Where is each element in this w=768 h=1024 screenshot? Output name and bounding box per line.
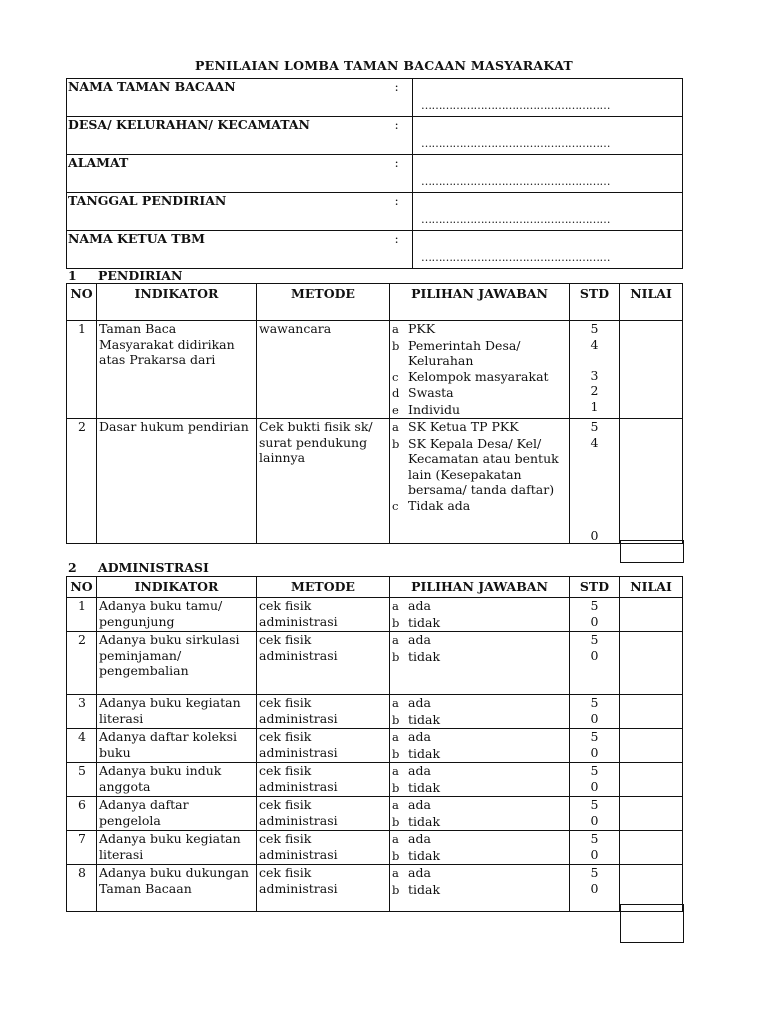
answer-option bbox=[392, 729, 567, 746]
score-input-cell[interactable] bbox=[620, 598, 683, 632]
option-letter: a bbox=[392, 866, 399, 880]
standard-score: 5 bbox=[590, 729, 599, 744]
identity-value-field[interactable]: ……………………………………………… bbox=[413, 117, 683, 155]
identity-row bbox=[67, 117, 683, 155]
standard-scores bbox=[570, 321, 620, 419]
section-2-table bbox=[66, 576, 683, 912]
method-text: Cek bukti fisik sk/ surat pendukung lainnya bbox=[257, 419, 390, 544]
standard-score: 4 bbox=[590, 434, 599, 450]
method-text: cek fisik administrasi bbox=[257, 632, 390, 695]
indicator-row bbox=[67, 419, 683, 544]
identity-label: NAMA TAMAN BACAAN bbox=[67, 79, 393, 117]
option-letter: b bbox=[392, 848, 400, 863]
answer-option bbox=[392, 831, 567, 848]
option-letter: b bbox=[392, 882, 400, 897]
option-letter: b bbox=[392, 780, 400, 795]
header-nilai: NILAI bbox=[620, 577, 683, 598]
option-letter: c bbox=[392, 498, 399, 513]
method-text: cek fisik administrasi bbox=[257, 763, 390, 797]
standard-score: 2 bbox=[590, 383, 599, 398]
standard-score: 5 bbox=[590, 797, 599, 812]
answer-option bbox=[392, 321, 567, 338]
standard-scores bbox=[570, 632, 620, 695]
indicator-row bbox=[67, 598, 683, 632]
option-text: Pemerintah Desa/ Kelurahan bbox=[408, 337, 521, 368]
answer-option bbox=[392, 632, 567, 649]
indicator-row bbox=[67, 831, 683, 865]
indicator-text: Adanya buku kegiatan literasi bbox=[97, 831, 257, 865]
option-letter: b bbox=[392, 649, 400, 664]
indicator-text: Adanya daftar koleksi buku bbox=[97, 729, 257, 763]
answer-options bbox=[390, 632, 570, 695]
answer-option bbox=[392, 763, 567, 780]
answer-options bbox=[390, 598, 570, 632]
indicator-row bbox=[67, 632, 683, 695]
header-std: STD bbox=[570, 284, 620, 321]
method-text: cek fisik administrasi bbox=[257, 865, 390, 912]
section-2-heading bbox=[68, 560, 209, 575]
option-letter: a bbox=[392, 832, 399, 846]
option-letter: a bbox=[392, 798, 399, 812]
header-indikator: INDIKATOR bbox=[97, 284, 257, 321]
standard-score bbox=[572, 512, 617, 528]
answer-options bbox=[390, 797, 570, 831]
score-input-cell[interactable] bbox=[620, 729, 683, 763]
indicator-row bbox=[67, 321, 683, 419]
option-text: tidak bbox=[408, 813, 441, 829]
identity-table bbox=[66, 78, 683, 269]
row-number: 1 bbox=[67, 598, 97, 632]
standard-score: 0 bbox=[590, 710, 599, 726]
standard-score: 0 bbox=[590, 880, 599, 896]
option-letter: a bbox=[392, 599, 399, 613]
standard-scores bbox=[570, 797, 620, 831]
score-input-cell[interactable] bbox=[620, 797, 683, 831]
option-text: ada bbox=[408, 729, 431, 744]
method-text: cek fisik administrasi bbox=[257, 598, 390, 632]
standard-score: 4 bbox=[590, 336, 599, 352]
standard-score bbox=[572, 481, 617, 497]
score-input-cell[interactable] bbox=[620, 695, 683, 729]
header-metode: METODE bbox=[257, 577, 390, 598]
indicator-text: Adanya buku sirkulasi peminjaman/ pengembalian bbox=[97, 632, 257, 695]
option-text: ada bbox=[408, 695, 431, 710]
identity-value-field[interactable]: ……………………………………………… bbox=[413, 79, 683, 117]
option-text: ada bbox=[408, 598, 431, 613]
identity-label: DESA/ KELURAHAN/ KECAMATAN bbox=[67, 117, 393, 155]
standard-score: 5 bbox=[590, 763, 599, 778]
answer-option bbox=[392, 338, 567, 369]
header-std: STD bbox=[570, 577, 620, 598]
indicator-text: Adanya buku tamu/ pengunjung bbox=[97, 598, 257, 632]
option-text: tidak bbox=[408, 745, 441, 761]
standard-scores bbox=[570, 695, 620, 729]
row-number: 1 bbox=[67, 321, 97, 419]
option-text: Individu bbox=[408, 401, 461, 417]
standard-score: 5 bbox=[590, 831, 599, 846]
answer-option bbox=[392, 814, 567, 831]
identity-row bbox=[67, 231, 683, 269]
row-number: 4 bbox=[67, 729, 97, 763]
option-text: tidak bbox=[408, 779, 441, 795]
standard-scores bbox=[570, 831, 620, 865]
row-number: 3 bbox=[67, 695, 97, 729]
score-input-cell[interactable] bbox=[620, 632, 683, 695]
identity-colon: : bbox=[393, 117, 413, 155]
answer-option bbox=[392, 848, 567, 865]
indicator-text: Adanya daftar pengelola bbox=[97, 797, 257, 831]
standard-score: 5 bbox=[590, 419, 599, 434]
option-text: SK Kepala Desa/ Kel/ Kecamatan atau bentuk lain (Kesepakatan bersama/ tanda daftar) bbox=[408, 435, 559, 497]
answer-option bbox=[392, 746, 567, 763]
score-input-cell[interactable] bbox=[620, 419, 683, 544]
indicator-row bbox=[67, 695, 683, 729]
answer-options bbox=[390, 831, 570, 865]
answer-option bbox=[392, 498, 567, 515]
option-text: tidak bbox=[408, 614, 441, 630]
standard-score bbox=[572, 450, 617, 466]
row-number: 7 bbox=[67, 831, 97, 865]
option-text: PKK bbox=[408, 321, 436, 336]
identity-value-field[interactable]: ……………………………………………… bbox=[413, 231, 683, 269]
option-text: ada bbox=[408, 865, 431, 880]
option-text: ada bbox=[408, 797, 431, 812]
header-nilai: NILAI bbox=[620, 284, 683, 321]
standard-score: 0 bbox=[590, 647, 599, 663]
option-letter: b bbox=[392, 436, 400, 451]
identity-value-field[interactable]: ……………………………………………… bbox=[413, 155, 683, 193]
method-text: cek fisik administrasi bbox=[257, 729, 390, 763]
header-metode: METODE bbox=[257, 284, 390, 321]
section-1-table bbox=[66, 283, 683, 544]
standard-scores bbox=[570, 865, 620, 912]
option-text: Swasta bbox=[408, 385, 454, 400]
answer-options bbox=[390, 865, 570, 912]
option-letter: b bbox=[392, 712, 400, 727]
option-letter: a bbox=[392, 420, 399, 434]
standard-score: 1 bbox=[590, 398, 599, 414]
standard-score: 5 bbox=[590, 695, 599, 710]
answer-option bbox=[392, 615, 567, 632]
standard-score: 0 bbox=[590, 778, 599, 794]
standard-scores bbox=[570, 598, 620, 632]
identity-colon: : bbox=[393, 231, 413, 269]
standard-scores bbox=[570, 763, 620, 797]
identity-label: NAMA KETUA TBM bbox=[67, 231, 393, 269]
answer-option bbox=[392, 797, 567, 814]
option-text: ada bbox=[408, 632, 431, 647]
option-letter: b bbox=[392, 814, 400, 829]
indicator-text: Adanya buku kegiatan literasi bbox=[97, 695, 257, 729]
option-letter: a bbox=[392, 764, 399, 778]
header-pilihan: PILIHAN JAWABAN bbox=[390, 577, 570, 598]
row-number: 5 bbox=[67, 763, 97, 797]
score-input-cell[interactable] bbox=[620, 763, 683, 797]
identity-row bbox=[67, 155, 683, 193]
method-text: wawancara bbox=[257, 321, 390, 419]
standard-score bbox=[572, 497, 617, 513]
section-number: 2 bbox=[68, 560, 77, 575]
indicator-row bbox=[67, 729, 683, 763]
row-number: 2 bbox=[67, 419, 97, 544]
standard-score: 0 bbox=[590, 527, 599, 543]
identity-colon: : bbox=[393, 155, 413, 193]
standard-score: 0 bbox=[590, 613, 599, 629]
answer-option bbox=[392, 402, 567, 419]
option-text: tidak bbox=[408, 648, 441, 664]
option-text: ada bbox=[408, 831, 431, 846]
row-number: 6 bbox=[67, 797, 97, 831]
standard-score: 5 bbox=[590, 865, 599, 880]
indicator-text: Adanya buku dukungan Taman Bacaan bbox=[97, 865, 257, 912]
identity-label: TANGGAL PENDIRIAN bbox=[67, 193, 393, 231]
standard-score: 0 bbox=[590, 812, 599, 828]
standard-score bbox=[572, 352, 617, 368]
page-title: PENILAIAN LOMBA TAMAN BACAAN MASYARAKAT bbox=[194, 58, 573, 73]
standard-score: 0 bbox=[590, 846, 599, 862]
option-text: tidak bbox=[408, 847, 441, 863]
standard-score: 5 bbox=[590, 321, 599, 336]
identity-colon: : bbox=[393, 79, 413, 117]
option-text: Kelompok masyarakat bbox=[408, 368, 549, 384]
answer-option bbox=[392, 419, 567, 436]
score-input-cell[interactable] bbox=[620, 321, 683, 419]
indicator-text: Dasar hukum pendirian bbox=[97, 419, 257, 544]
section-1-total-box[interactable] bbox=[620, 540, 684, 563]
identity-value-field[interactable]: ……………………………………………… bbox=[413, 193, 683, 231]
header-no: NO bbox=[67, 577, 97, 598]
section-title: ADMINISTRASI bbox=[98, 560, 209, 575]
answer-options bbox=[390, 695, 570, 729]
answer-option bbox=[392, 882, 567, 899]
option-text: tidak bbox=[408, 711, 441, 727]
option-letter: b bbox=[392, 338, 400, 353]
answer-option bbox=[392, 369, 567, 386]
indicator-row bbox=[67, 865, 683, 912]
option-letter: a bbox=[392, 730, 399, 744]
option-text: SK Ketua TP PKK bbox=[408, 419, 519, 434]
identity-row bbox=[67, 193, 683, 231]
indicator-text: Taman Baca Masyarakat didirikan atas Prakarsa dari bbox=[97, 321, 257, 419]
answer-option bbox=[392, 649, 567, 666]
section-2-total-box[interactable] bbox=[620, 904, 684, 943]
method-text: cek fisik administrasi bbox=[257, 797, 390, 831]
option-letter: a bbox=[392, 696, 399, 710]
option-letter: a bbox=[392, 633, 399, 647]
identity-row bbox=[67, 79, 683, 117]
standard-score bbox=[572, 466, 617, 482]
standard-score: 5 bbox=[590, 632, 599, 647]
section-1-heading bbox=[68, 268, 182, 283]
option-text: tidak bbox=[408, 881, 441, 897]
method-text: cek fisik administrasi bbox=[257, 695, 390, 729]
standard-scores bbox=[570, 729, 620, 763]
answer-option bbox=[392, 695, 567, 712]
option-letter: b bbox=[392, 615, 400, 630]
answer-option bbox=[392, 436, 567, 498]
header-indikator: INDIKATOR bbox=[97, 577, 257, 598]
option-text: ada bbox=[408, 763, 431, 778]
option-letter: a bbox=[392, 322, 399, 336]
option-letter: b bbox=[392, 746, 400, 761]
option-text: Tidak ada bbox=[408, 497, 471, 513]
identity-colon: : bbox=[393, 193, 413, 231]
identity-label: ALAMAT bbox=[67, 155, 393, 193]
option-letter: e bbox=[392, 402, 399, 417]
indicator-text: Adanya buku induk anggota bbox=[97, 763, 257, 797]
standard-score: 3 bbox=[590, 367, 599, 383]
answer-option bbox=[392, 598, 567, 615]
option-letter: d bbox=[392, 386, 400, 400]
answer-options bbox=[390, 729, 570, 763]
section-title: PENDIRIAN bbox=[98, 268, 183, 283]
header-no: NO bbox=[67, 284, 97, 321]
standard-scores bbox=[570, 419, 620, 544]
standard-score: 0 bbox=[590, 744, 599, 760]
answer-options bbox=[390, 419, 570, 544]
answer-option bbox=[392, 780, 567, 797]
standard-score: 5 bbox=[590, 598, 599, 613]
answer-option bbox=[392, 712, 567, 729]
answer-options bbox=[390, 763, 570, 797]
method-text: cek fisik administrasi bbox=[257, 831, 390, 865]
option-letter: c bbox=[392, 369, 399, 384]
indicator-row bbox=[67, 763, 683, 797]
section-number: 1 bbox=[68, 268, 77, 283]
answer-options bbox=[390, 321, 570, 419]
score-input-cell[interactable] bbox=[620, 831, 683, 865]
row-number: 2 bbox=[67, 632, 97, 695]
header-pilihan: PILIHAN JAWABAN bbox=[390, 284, 570, 321]
row-number: 8 bbox=[67, 865, 97, 912]
answer-option bbox=[392, 865, 567, 882]
indicator-row bbox=[67, 797, 683, 831]
answer-option bbox=[392, 385, 567, 402]
